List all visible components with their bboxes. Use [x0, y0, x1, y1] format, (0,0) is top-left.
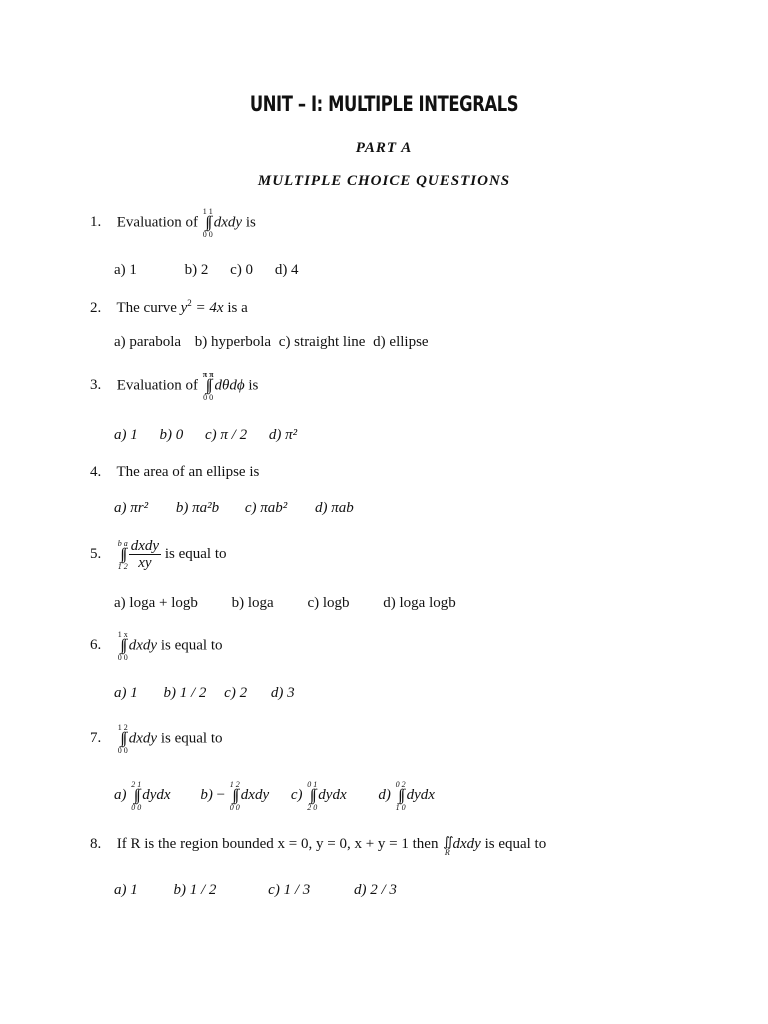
lower-limits: 2 0 [307, 803, 318, 812]
option-c: c) logb [307, 595, 350, 611]
integral-symbol: ∬ [443, 834, 452, 849]
upper-limits: 1 2 [117, 723, 128, 732]
minus-sign: − [216, 787, 226, 804]
option-d: d) 3 [270, 685, 295, 701]
lower-limits: 0 0 [117, 746, 128, 755]
option-b: b) 1 / 2 [173, 882, 217, 898]
option-c: c) 0 [230, 262, 254, 278]
question-8 [90, 834, 547, 857]
integrand: dxdy [128, 730, 158, 747]
options-2 [114, 335, 429, 350]
question-text-end: is equal to [484, 836, 547, 852]
double-integral [118, 723, 128, 755]
double-integral [203, 207, 213, 239]
option-b: b) hyperbola [194, 334, 272, 350]
option-a: a) 1 [114, 262, 137, 278]
double-integral [396, 780, 406, 812]
question-number: 7. [90, 730, 102, 747]
question-text-end: is equal to [160, 730, 223, 747]
options-3 [114, 428, 297, 443]
option-label: c) [290, 787, 303, 804]
options-5 [114, 596, 456, 611]
option-a: a) 1 [114, 427, 138, 443]
upper-limits: 0 2 [395, 780, 406, 789]
region-integral [443, 836, 451, 857]
option-b: b) loga [231, 595, 274, 611]
upper-limits: 1 1 [202, 207, 213, 216]
equation-rest: = 4x [195, 300, 224, 316]
equation-var: y [180, 300, 188, 316]
integral-symbol: ∫∫ [309, 787, 315, 804]
double-integral [307, 780, 317, 812]
integrand: dydx [406, 787, 435, 804]
options-8 [114, 883, 397, 898]
question-text-end: is [248, 377, 259, 394]
double-integral [230, 780, 240, 812]
question-text: Evaluation of [116, 377, 198, 394]
question-number: 1. [90, 214, 102, 231]
upper-limits: 1 2 [229, 780, 240, 789]
exponent: 2 [187, 298, 192, 308]
option-c: c) 1 / 3 [268, 882, 311, 898]
question-text-end: is a [227, 300, 248, 316]
integrand-fraction [129, 538, 161, 571]
question-number: 6. [90, 637, 102, 654]
option-a [114, 780, 174, 812]
question-3 [90, 370, 258, 402]
option-c: c) 2 [224, 685, 248, 701]
option-d: d) π² [268, 427, 298, 443]
option-a: a) loga + logb [114, 595, 198, 611]
integral-symbol: ∫∫ [120, 637, 126, 654]
region-label: R [444, 848, 450, 857]
integrand: dxdy [240, 787, 270, 804]
option-label: d) [378, 787, 391, 804]
question-2 [90, 299, 248, 316]
question-number: 4. [90, 464, 102, 480]
option-d: d) πab [315, 500, 354, 516]
question-text-end: is equal to [160, 637, 223, 654]
lower-limits: 0 0 [117, 653, 128, 662]
question-1 [90, 207, 256, 239]
option-a: a) parabola [114, 334, 182, 350]
integrand: dydx [318, 787, 347, 804]
question-4 [90, 465, 259, 480]
option-a: a) πr² [114, 500, 149, 516]
question-6 [90, 630, 222, 662]
option-c [290, 780, 350, 812]
double-integral [118, 630, 128, 662]
upper-limits: b a [117, 538, 128, 548]
integral-symbol: ∫∫ [232, 787, 238, 804]
lower-limits: 0 0 [203, 393, 214, 402]
lower-limits: 0 0 [202, 230, 213, 239]
option-d: d) 2 / 3 [354, 882, 397, 898]
integral-symbol: ∫∫ [205, 377, 211, 394]
integrand: dydx [142, 787, 171, 804]
option-a: a) 1 [114, 685, 138, 701]
integral-symbol: ∫∫ [398, 787, 403, 804]
option-b [200, 780, 273, 812]
option-d: d) ellipse [373, 334, 429, 350]
question-7 [90, 723, 222, 755]
option-b: b) 2 [184, 262, 209, 278]
question-text: The curve [116, 300, 177, 316]
fraction-denominator: xy [138, 555, 152, 571]
lower-limits: 0 0 [229, 803, 240, 812]
lower-limits: 0 0 [131, 803, 142, 812]
upper-limits: 0 1 [307, 780, 318, 789]
integral-symbol: ∫∫ [133, 787, 139, 804]
integrand: dxdy [128, 637, 158, 654]
option-d [378, 780, 435, 812]
question-text: The area of an ellipse is [116, 464, 260, 480]
question-text: Evaluation of [116, 214, 198, 231]
page-title: UNIT – I: MULTIPLE INTEGRALS [249, 92, 519, 116]
option-d: d) loga logb [383, 595, 456, 611]
option-c: c) straight line [278, 334, 366, 350]
question-number: 5. [90, 545, 102, 562]
upper-limits: 2 1 [131, 780, 142, 789]
option-d: d) 4 [274, 262, 299, 278]
double-integral [203, 370, 214, 402]
double-integral [118, 539, 128, 571]
question-number: 3. [90, 377, 102, 394]
upper-limits: π π [202, 370, 214, 379]
integral-symbol: ∫∫ [120, 545, 126, 563]
integral-symbol: ∫∫ [120, 730, 126, 747]
option-a: a) 1 [114, 882, 138, 898]
option-label: a) [114, 787, 127, 804]
question-5 [90, 538, 226, 571]
part-heading: PART A [355, 140, 413, 156]
lower-limits: 1 0 [395, 803, 406, 812]
upper-limits: 1 x [117, 630, 128, 639]
section-heading: MULTIPLE CHOICE QUESTIONS [257, 173, 511, 189]
integral-symbol: ∫∫ [205, 214, 211, 231]
fraction-numerator: dxdy [130, 538, 160, 554]
integrand: dxdy [452, 836, 481, 852]
options-7 [114, 780, 435, 812]
option-c: c) π / 2 [205, 427, 248, 443]
option-c: c) πab² [244, 500, 288, 516]
question-number: 8. [90, 836, 102, 852]
question-text: If R is the region bounded x = 0, y = 0, x + y = 1 then [116, 836, 439, 852]
question-number: 2. [90, 300, 102, 316]
option-b: b) 1 / 2 [163, 685, 207, 701]
option-b: b) πa²b [175, 500, 220, 516]
integrand: dθdϕ [214, 377, 245, 394]
option-b: b) 0 [159, 427, 184, 443]
integrand: dxdy [213, 214, 243, 231]
double-integral [131, 780, 141, 812]
option-label: b) [200, 787, 213, 804]
options-6 [114, 686, 295, 701]
question-text-end: is equal to [164, 545, 227, 562]
question-text-end: is [245, 214, 256, 231]
options-4 [114, 501, 354, 516]
options-1 [114, 263, 321, 278]
lower-limits: 1 2 [117, 561, 128, 571]
